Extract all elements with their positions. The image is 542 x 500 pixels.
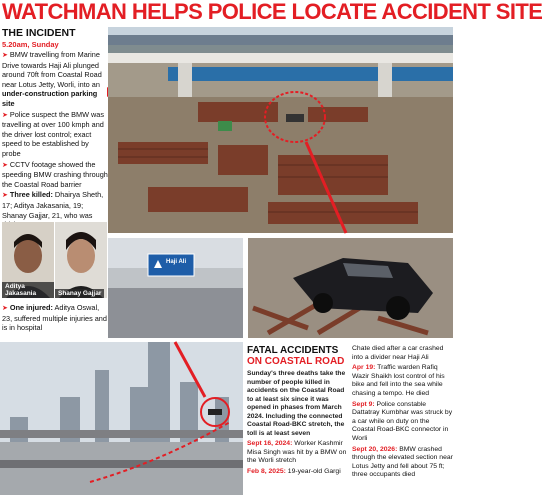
fatal-title: FATAL ACCIDENTS [247,345,339,356]
fatal-entry: Sept 9: Police constable Dattatray Kumbhar was struck by a car while on duty on the Coastal Road-BKC connector in Worli [352,400,453,442]
road-sign-illustration [108,238,243,338]
accident-site-photo [108,27,453,233]
artist-impression-photo [0,342,243,495]
accident-site-illustration [108,27,453,233]
portrait-caption: Shanay Gajjar [55,289,104,298]
bullet-icon: ➤ [2,111,8,119]
bullet-icon: ➤ [2,305,8,312]
bullet-icon: ➤ [2,192,8,200]
fatal-accidents-section [247,345,347,476]
portrait-caption: Aditya Jakasania [2,282,54,298]
bullet-icon: ➤ [2,161,8,169]
artist-impression-illustration [0,342,243,495]
bullet-icon: ➤ [2,52,8,59]
incident-title: THE INCIDENT [2,27,76,39]
incident-paragraph-1: ➤ BMW travelling from Marine Drive towards Haji Ali plunged around 70ft from Coastal Road near Lotus Jetty, Worli, into an under-construction parking site [2,50,102,108]
fatal-entry: Apr 19: Traffic warden Rafiq Wazir Shaikh lost control of his bike and fell into the sea while chasing a tempo. He died [352,364,445,397]
wrecked-car-photo [248,238,453,338]
road-sign-text: Haji Ali [166,259,187,265]
person-icon [55,222,107,298]
fatal-entry: Chate died after a car crashed into a divider near Haji Ali [352,345,444,361]
fatal-entry: Feb 8, 2025: 19-year-old Gargi [247,467,341,475]
incident-injured: ➤ One injured: Aditya Oswal, 23, suffered multiple injuries and is in hospital [2,303,107,333]
headline: WATCHMAN HELPS POLICE LOCATE ACCIDENT SITE [2,0,542,24]
incident-paragraph-2: ➤ Police suspect the BMW was travelling at over 100 kmph and the driver lost control; exact speed to be established by probe [2,109,104,158]
fatal-description: Sunday's three deaths take the number of people killed in accidents on the Coastal Road to at least six since it was opened in phases from March 2024. Including the connected Coastal Road-BKC stretch, the toll is at least seven [247,370,346,437]
portrait-shanay-gajjar [55,222,107,298]
fatal-subtitle: ON COASTAL ROAD [247,356,345,367]
incident-time: 5.20am, Sunday [2,40,59,49]
incident-section [2,27,108,230]
portrait-aditya-jakasania [2,222,54,298]
incident-killed: ➤ Three killed: Dhairya Sheth, 17; Aditya Jakasania, 19; Shanay Gajjar, 21, who was [2,190,104,220]
wrecked-car-illustration [248,238,453,338]
fatal-entry: Sept 20, 2026: BMW crashed through the elevated section near Lotus Jetty and fell about 75 ft; three occupants died [352,445,453,479]
fatal-entry: Sept 16, 2024: Worker Kashmir Misa Singh was hit by a BMW on the Worli stretch [247,440,347,465]
incident-paragraph-3: ➤ CCTV footage showed the speeding BMW crashing through the Coastal Road barrier [2,159,108,189]
road-sign-photo [108,238,243,338]
fatal-accidents-continued [352,345,453,480]
